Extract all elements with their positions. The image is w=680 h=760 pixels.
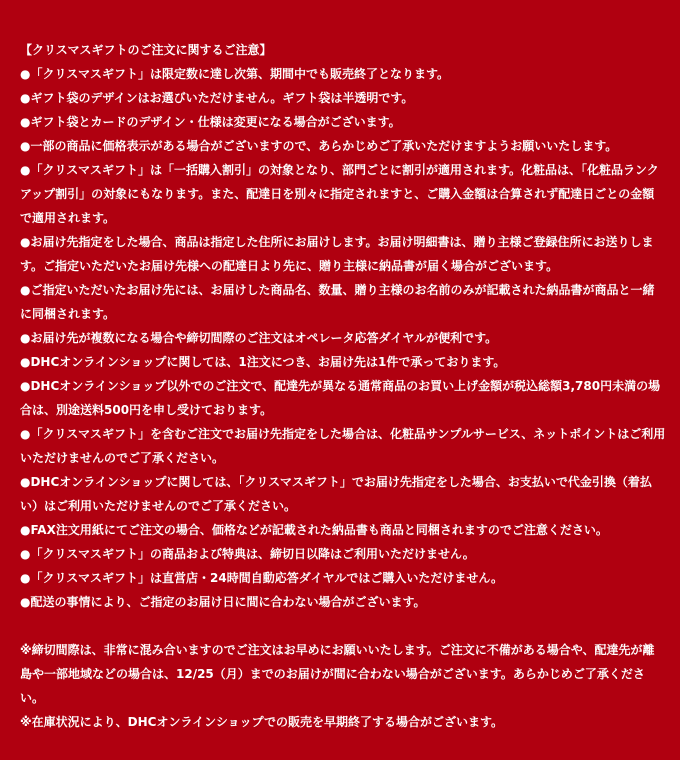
notice-heading: 【クリスマスギフトのご注文に関するご注意】 — [20, 43, 272, 57]
notice-item: ●お届け先が複数になる場合や締切間際のご注文はオペレータ応答ダイヤルが便利です。 — [20, 331, 498, 345]
notice-item: ●お届け先指定をした場合、商品は指定した住所にお届けします。お届け明細書は、贈り主様ご登録住所にお送りします。ご指定いただいたお届け先様への配達日より先に、贈り主様に納品書が届く場合がございます。 — [20, 235, 654, 273]
notice-item: ●FAX注文用紙にてご注文の場合、価格などが記載された納品書も商品と同梱されますのでご注意ください。 — [20, 523, 608, 537]
notice-item: ●DHCオンラインショップに関しては、「クリスマスギフト」でお届け先指定をした場合、お支払いで代金引換（着払い）はご利用いただけませんのでご了承ください。 — [20, 475, 652, 513]
notice-item: ●「クリスマスギフト」は限定数に達し次第、期間中でも販売終了となります。 — [20, 67, 450, 81]
notice-item: ●「クリスマスギフト」は直営店・24時間自動応答ダイヤルではご購入いただけません。 — [20, 571, 504, 585]
notice-item: ●ギフト袋とカードのデザイン・仕様は変更になる場合がございます。 — [20, 115, 401, 129]
notice-item: ●一部の商品に価格表示がある場合がございますので、あらかじめご了承いただけますようお願いいたします。 — [20, 139, 618, 153]
notice-item: ●ご指定いただいたお届け先には、お届けした商品名、数量、贈り主様のお名前のみが記載された納品書が商品と一緒に同梱されます。 — [20, 283, 655, 321]
notice-item: ●配送の事情により、ご指定のお届け日に間に合わない場合がございます。 — [20, 595, 426, 609]
notice-item: ●「クリスマスギフト」の商品および特典は、締切日以降はご利用いただけません。 — [20, 547, 475, 561]
notice-item: ●DHCオンラインショップに関しては、1注文につき、お届け先は1件で承っております。 — [20, 355, 506, 369]
footnote: ※在庫状況により、DHCオンラインショップでの販売を早期終了する場合がございます。 — [20, 715, 503, 729]
notice-item: ●「クリスマスギフト」は「一括購入割引」の対象となり、部門ごとに割引が適用されます。化粧品は、「化粧品ランクアップ割引」の対象にもなります。また、配達日を別々に指定されますと、ご購入金額は合算されず配達日ごとの金額で適用されます。 — [20, 163, 659, 225]
section-spacer — [20, 614, 666, 638]
footnote: ※締切間際は、非常に混み合いますのでご注文はお早めにお願いいたします。ご注文に不備がある場合や、配達先が離島や一部地域などの場合は、12/25（月）までのお届けが間に合わない場合がございます。あらかじめご了承ください。 — [20, 643, 655, 705]
notice-item: ●ギフト袋のデザインはお選びいただけません。ギフト袋は半透明です。 — [20, 91, 414, 105]
notice-item: ●「クリスマスギフト」を含むご注文でお届け先指定をした場合は、化粧品サンプルサービス、ネットポイントはご利用いただけませんのでご了承ください。 — [20, 427, 666, 465]
notice-item: ●DHCオンラインショップ以外でのご注文で、配達先が異なる通常商品のお買い上げ金額が税込総額3,780円未満の場合は、別途送料500円を申し受けております。 — [20, 379, 661, 417]
